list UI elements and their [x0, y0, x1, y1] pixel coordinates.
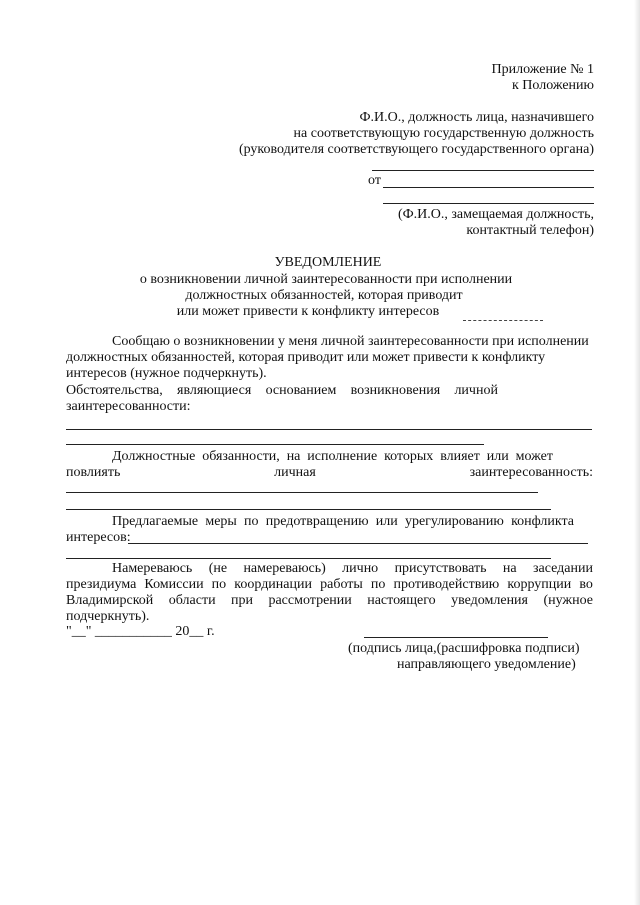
sender-blank-line — [383, 203, 594, 204]
word: возникновения — [350, 383, 441, 398]
word: присутствовать — [394, 561, 487, 576]
word: работы — [320, 577, 363, 592]
fill-in-line — [66, 509, 551, 510]
paragraph-line — [112, 449, 553, 465]
addressee-line: Ф.И.О., должность лица, назначившего — [359, 110, 594, 125]
word: координации — [234, 577, 312, 592]
word: личная — [274, 465, 316, 480]
signature-line — [364, 637, 548, 638]
paragraph-text: заинтересованности: — [66, 399, 191, 414]
word: противодействию — [393, 577, 500, 592]
word: являющиеся — [177, 383, 252, 398]
word: Намереваюсь — [112, 561, 193, 576]
document-subtitle: о возникновении личной заинтересованности при исполнении — [139, 272, 513, 287]
regulation-ref: к Положению — [511, 78, 594, 93]
paragraph-text: интересов: — [66, 530, 131, 545]
word: (нужное — [543, 593, 593, 608]
addressee-line: на соответствующую государственную должность — [293, 126, 594, 141]
signature-caption: (подпись лица,(расшифровка подписи) — [348, 641, 580, 656]
word: президиума — [66, 577, 137, 592]
word: настоящего — [367, 593, 436, 608]
word: основанием — [265, 383, 337, 398]
word: Должностные — [112, 449, 196, 464]
word: коррупции — [507, 577, 572, 592]
paragraph-text: должностных обязанностей, которая приводит или может привести к конфликту — [66, 350, 546, 365]
word: заинтересованность: — [469, 465, 593, 480]
sender-caption: контактный телефон) — [466, 223, 594, 238]
paragraph-line — [112, 514, 574, 530]
word: на — [286, 449, 301, 464]
document-subtitle: должностных обязанностей, которая приводит — [185, 288, 463, 303]
word: которых — [384, 449, 434, 464]
word: Комиссии — [144, 577, 204, 592]
word: намереваюсь) — [243, 561, 326, 576]
fill-in-line — [66, 444, 484, 445]
paragraph-text: Сообщаю о возникновении у меня личной заинтересованности при исполнении — [112, 334, 589, 349]
word: личной — [454, 383, 498, 398]
fill-in-line — [66, 492, 538, 493]
word: на — [502, 561, 517, 576]
subtitle-blank-line — [463, 320, 543, 321]
word: лично — [342, 561, 379, 576]
word: исполнение — [307, 449, 378, 464]
word: при — [231, 593, 254, 608]
word: Предлагаемые — [112, 514, 199, 529]
paragraph-line — [66, 593, 593, 609]
word: урегулированию — [404, 514, 504, 529]
word: Владимирской — [66, 593, 154, 608]
word: Обстоятельства, — [66, 383, 163, 398]
paragraph-text: интересов (нужное подчеркнуть). — [66, 366, 267, 381]
page-edge — [634, 0, 640, 905]
word: меры — [205, 514, 237, 529]
sender-caption: (Ф.И.О., замещаемая должность, — [397, 207, 594, 222]
word: уведомления — [451, 593, 528, 608]
word: во — [579, 577, 593, 592]
word: по — [370, 577, 386, 592]
word: может — [515, 449, 553, 464]
word: предотвращению — [265, 514, 369, 529]
word: или — [486, 449, 509, 464]
fill-in-line — [66, 429, 592, 430]
word: (не — [208, 561, 228, 576]
word: рассмотрении — [268, 593, 352, 608]
word: или — [375, 514, 398, 529]
signature-caption: направляющего уведомление) — [397, 657, 576, 672]
addressee-line: (руководителя соответствующего государственного органа) — [238, 142, 594, 157]
appendix-number: Приложение № 1 — [491, 62, 594, 77]
sender-blank-line — [383, 187, 594, 188]
word: по — [244, 514, 259, 529]
paragraph-line — [66, 465, 593, 481]
paragraph-line — [66, 383, 498, 399]
word: обязанности, — [202, 449, 280, 464]
word: по — [211, 577, 227, 592]
fill-in-line — [128, 543, 588, 544]
fill-in-line — [66, 558, 551, 559]
from-label: от — [368, 173, 381, 188]
word: заседании — [532, 561, 593, 576]
word: повлиять — [66, 465, 121, 480]
paragraph-line — [66, 577, 593, 593]
date-line: "__" ___________ 20__ г. — [66, 624, 215, 639]
word: конфликта — [511, 514, 574, 529]
paragraph-line — [112, 561, 593, 577]
paragraph-text: подчеркнуть). — [66, 609, 150, 624]
addressee-blank-line — [372, 170, 594, 171]
word: влияет — [440, 449, 480, 464]
document-subtitle: или может привести к конфликту интересов — [176, 304, 440, 319]
document-title: УВЕДОМЛЕНИЕ — [274, 255, 382, 270]
word: области — [168, 593, 216, 608]
